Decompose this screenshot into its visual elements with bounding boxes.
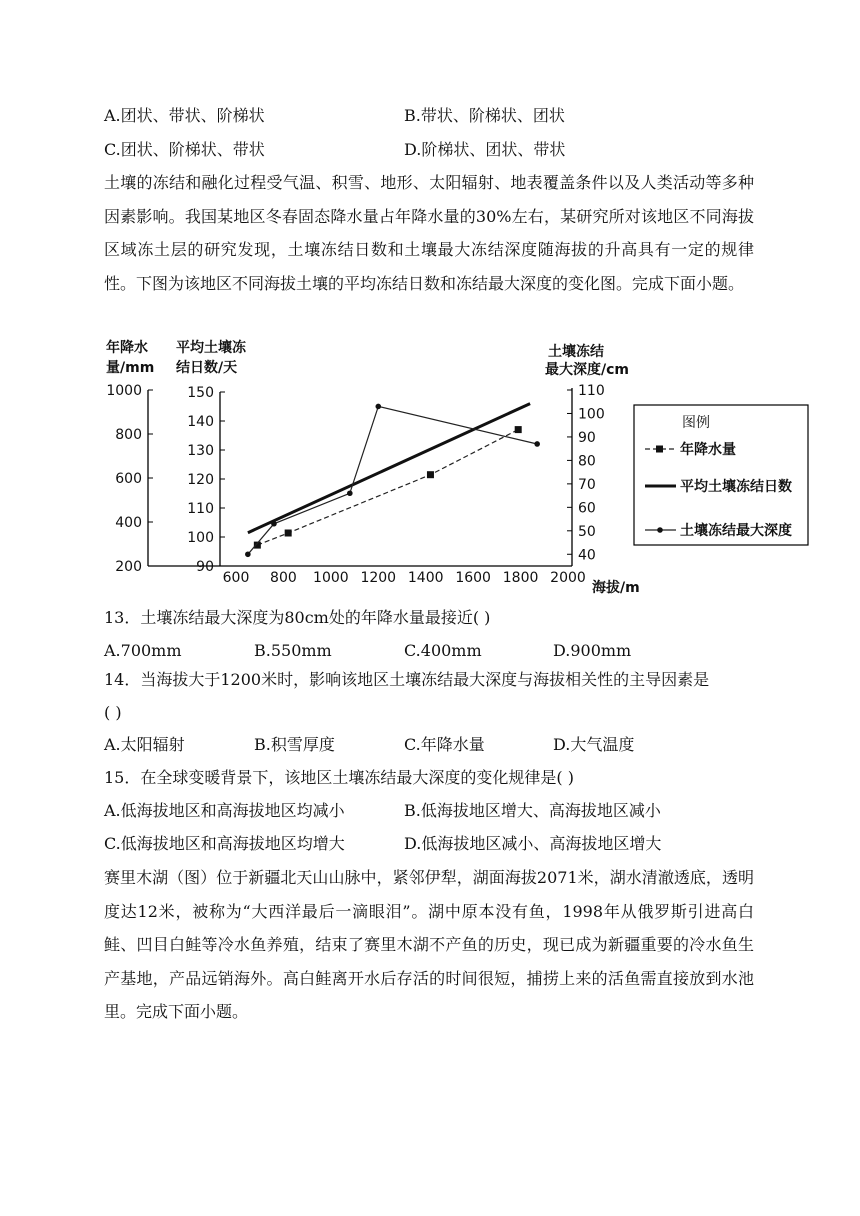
tick-label-freeze-days: 90 [196, 559, 214, 575]
tick-label-precipitation: 400 [115, 515, 142, 531]
q14-option-c: C.年降水量 [404, 735, 485, 754]
legend-title: 图例 [682, 415, 710, 431]
tick-label-freeze-days: 100 [187, 530, 214, 546]
tick-label-altitude: 800 [270, 570, 297, 586]
tick-label-freeze-days: 150 [187, 385, 214, 401]
legend-label-freeze-depth: 土壤冻结最大深度 [680, 523, 792, 539]
frozen-soil-intro: 土壤的冻结和融化过程受气温、积雪、地形、太阳辐射、地表覆盖条件以及人类活动等多种因素影响。我国某地区冬春固态降水量占年降水量的30%左右，某研究所对该地区不同海拔区域冻土层的研究发现，土壤冻结日数和土壤最大冻结深度随海拔的升高具有一定的规律性。下图为该地区不同海拔土壤的平均冻结日数和冻结最大深度的变化图。完成下面小题。 [104, 173, 754, 293]
tick-label-freeze-depth: 40 [578, 547, 596, 564]
q13-option-a: A.700mm [104, 641, 182, 660]
axis-title-precipitation: 年降水 [106, 340, 148, 356]
q13-option-b: B.550mm [254, 641, 332, 660]
q13-option-d: D.900mm [553, 641, 632, 660]
q15-option-a: A.低海拔地区和高海拔地区均减小 [104, 801, 345, 820]
tick-label-precipitation: 600 [115, 471, 142, 487]
q15-stem: 15．在全球变暖背景下，该地区土壤冻结最大深度的变化规律是( ) [104, 768, 574, 787]
data-point-freeze-depth [271, 521, 277, 527]
tick-label-altitude: 1600 [455, 570, 491, 586]
frozen-soil-chart [0, 334, 860, 604]
tick-label-freeze-depth: 80 [578, 453, 596, 470]
axis-title-precipitation-unit: 量/mm [106, 360, 155, 376]
tick-label-freeze-depth: 110 [578, 383, 605, 399]
tick-label-altitude: 1200 [360, 570, 397, 586]
axis-title-freeze-depth: 土壤冻结 [548, 344, 604, 360]
tick-label-altitude: 2000 [550, 570, 586, 586]
tick-label-altitude: 1400 [407, 570, 444, 586]
q14-option-d: D.大气温度 [553, 735, 635, 754]
data-point-freeze-depth [375, 404, 381, 410]
legend-marker-precipitation [656, 446, 663, 453]
tick-label-altitude: 600 [222, 570, 250, 586]
legend-label-precipitation: 年降水量 [680, 442, 736, 458]
q13-stem: 13．土壤冻结最大深度为80cm处的年降水量最接近( ) [104, 608, 491, 627]
tick-label-precipitation: 200 [115, 559, 142, 575]
legend-label-freeze-days: 平均土壤冻结日数 [680, 479, 792, 495]
q13-option-c: C.400mm [404, 641, 482, 660]
q12-option-d: D.阶梯状、团状、带状 [404, 140, 566, 159]
tick-label-precipitation: 800 [115, 427, 142, 443]
q12-option-a: A.团状、带状、阶梯状 [104, 106, 265, 125]
tick-label-freeze-days: 140 [187, 414, 214, 430]
axis-title-freeze-depth-unit: 最大深度/cm [545, 362, 629, 378]
q14-stem-line-2: ( ) [104, 703, 122, 722]
axis-title-freeze-days-unit: 结日数/天 [176, 360, 238, 376]
series-line-freeze-days [248, 404, 530, 533]
q14-option-b: B.积雪厚度 [254, 735, 335, 754]
tick-label-freeze-depth: 100 [578, 406, 605, 423]
data-point-freeze-depth [534, 441, 540, 447]
data-point-precipitation [285, 530, 292, 537]
tick-label-freeze-days: 120 [187, 472, 214, 488]
q12-option-b: B.带状、阶梯状、团状 [404, 106, 565, 125]
sayram-lake-intro: 赛里木湖（图）位于新疆北天山山脉中，紧邻伊犁，湖面海拔2071米，湖水清澈透底，透明度达12米，被称为“大西洋最后一滴眼泪”。湖中原本没有鱼，1998年从俄罗斯引进高白鲑、凹目白鲑等冷水鱼养殖，结束了赛里木湖不产鱼的历史，现已成为新疆重要的冷水鱼生产基地，产品远销海外。高白鲑离开水后存活的时间很短，捕捞上来的活鱼需直接放到水池里。完成下面小题。 [104, 868, 754, 1021]
axis-title-altitude: 海拔/m [592, 580, 640, 596]
tick-label-freeze-depth: 70 [578, 476, 596, 493]
tick-label-freeze-depth: 90 [578, 429, 596, 446]
tick-label-freeze-depth: 60 [578, 500, 596, 517]
tick-label-freeze-days: 110 [187, 501, 214, 517]
data-point-freeze-depth [347, 490, 353, 496]
tick-label-freeze-days: 130 [187, 443, 214, 459]
data-point-precipitation [427, 471, 434, 478]
q15-option-d: D.低海拔地区减小、高海拔地区增大 [404, 834, 662, 853]
series-line-precipitation [257, 430, 518, 545]
axis-title-freeze-days: 平均土壤冻 [176, 340, 246, 356]
q14-stem-line-1: 14．当海拔大于1200米时，影响该地区土壤冻结最大深度与海拔相关性的主导因素是 [104, 670, 710, 689]
tick-label-altitude: 1000 [313, 570, 349, 586]
q12-option-c: C.团状、阶梯状、带状 [104, 140, 265, 159]
q15-option-c: C.低海拔地区和高海拔地区均增大 [104, 834, 345, 853]
tick-label-freeze-depth: 50 [578, 523, 596, 540]
data-point-precipitation [515, 426, 522, 433]
tick-label-precipitation: 1000 [106, 383, 142, 399]
tick-label-altitude: 1800 [502, 570, 539, 586]
q15-option-b: B.低海拔地区增大、高海拔地区减小 [404, 801, 661, 820]
q14-option-a: A.太阳辐射 [104, 735, 185, 754]
legend-marker-freeze-depth [657, 527, 663, 533]
data-point-freeze-depth [245, 551, 251, 557]
